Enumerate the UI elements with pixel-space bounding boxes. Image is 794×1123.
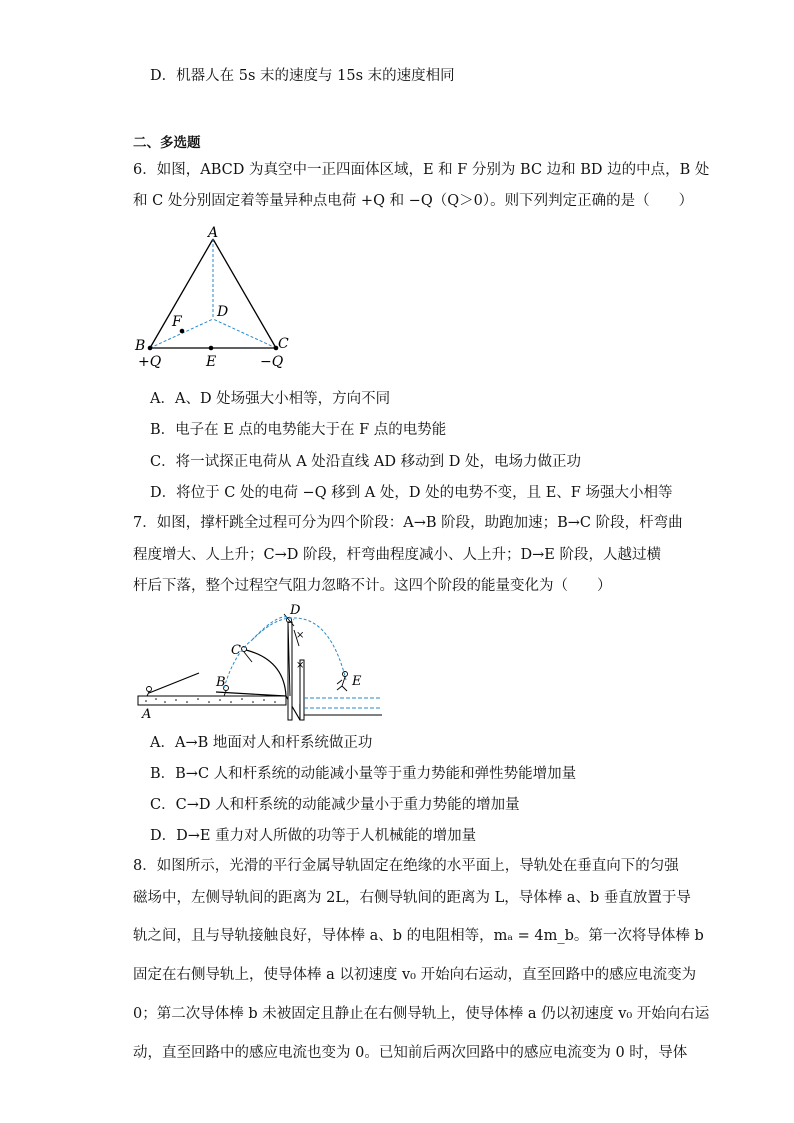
q6-tetrahedron-figure — [130, 222, 300, 370]
q6-label-plus-q: +Q — [138, 354, 162, 370]
prev-option-d: D．机器人在 5s 末的速度与 15s 末的速度相同 — [150, 68, 455, 84]
q7-stem-line2: 程度增大、人上升；C→D 阶段，杆弯曲程度减小、人上升；D→E 阶段，人越过横 — [133, 547, 661, 563]
q7-pole-vault-figure — [134, 602, 386, 722]
q6-label-b: B — [135, 338, 146, 354]
q8-line2: 磁场中，左侧导轨间的距离为 2L，右侧导轨间的距离为 L，导体棒 a、b 垂直放置于导 — [133, 890, 691, 906]
q8-line1: 8．如图所示，光滑的平行金属导轨固定在绝缘的水平面上，导轨处在垂直向下的匀强 — [133, 858, 679, 874]
q8-line6: 动，直至回路中的感应电流也变为 0。已知前后两次回路中的感应电流变为 0 时，导体 — [133, 1045, 688, 1061]
q8-line5: 0；第二次导体棒 b 未被固定且静止在右侧导轨上，使导体棒 a 仍以初速度 v₀ 开始向右运 — [133, 1006, 710, 1022]
q6-option-c: C．将一试探正电荷从 A 处沿直线 AD 移动到 D 处，电场力做正功 — [150, 454, 581, 470]
q6-option-a: A．A、D 处场强大小相等，方向不同 — [150, 391, 391, 407]
q6-label-minus-q: −Q — [260, 354, 284, 370]
q6-label-a: A — [208, 225, 219, 241]
q7-label-b: B — [216, 675, 226, 690]
q7-option-b: B．B→C 人和杆系统的动能减小量等于重力势能和弹性势能增加量 — [150, 766, 577, 782]
q7-stem-line1: 7．如图，撑杆跳全过程可分为四个阶段：A→B 阶段，助跑加速；B→C 阶段，杆弯曲 — [133, 515, 683, 531]
q6-label-f: F — [172, 314, 182, 330]
q8-line3: 轨之间，且与导轨接触良好，导体棒 a、b 的电阻相等，mₐ = 4m_b。第一次将导体棒 b — [133, 928, 704, 944]
q7-label-a: A — [142, 707, 152, 722]
q6-label-c: C — [278, 336, 289, 352]
q7-label-d: D — [290, 603, 301, 618]
q6-label-d: D — [217, 304, 229, 320]
q7-label-c: C — [231, 643, 241, 658]
q6-option-b: B．电子在 E 点的电势能大于在 F 点的电势能 — [150, 422, 447, 438]
q7-option-c: C．C→D 人和杆系统的动能减少量小于重力势能的增加量 — [150, 797, 520, 813]
q7-stem-line3: 杆后下落，整个过程空气阻力忽略不计。这四个阶段的能量变化为（ ） — [133, 578, 612, 594]
q7-label-e: E — [352, 674, 362, 689]
q8-line4: 固定在右侧导轨上，使导体棒 a 以初速度 v₀ 开始向右运动，直至回路中的感应电流变为 — [133, 967, 697, 983]
svg-text:×: × — [296, 630, 305, 641]
q6-stem-line1: 6．如图，ABCD 为真空中一正四面体区域，E 和 F 分别为 BC 边和 BD 边的中点，B 处 — [133, 162, 710, 178]
q6-stem-line2: 和 C 处分别固定着等量异种点电荷 +Q 和 −Q（Q＞0）。则下列判定正确的是（ ） — [133, 193, 694, 209]
q7-option-a: A．A→B 地面对人和杆系统做正功 — [150, 735, 373, 751]
section-title: 二、多选题 — [133, 135, 201, 151]
q6-option-d: D．将位于 C 处的电荷 −Q 移到 A 处，D 处的电势不变，且 E、F 场强大小相等 — [150, 485, 673, 501]
q6-label-e: E — [206, 354, 217, 370]
svg-text:×: × — [296, 660, 305, 671]
q7-option-d: D．D→E 重力对人所做的功等于人机械能的增加量 — [150, 828, 477, 844]
